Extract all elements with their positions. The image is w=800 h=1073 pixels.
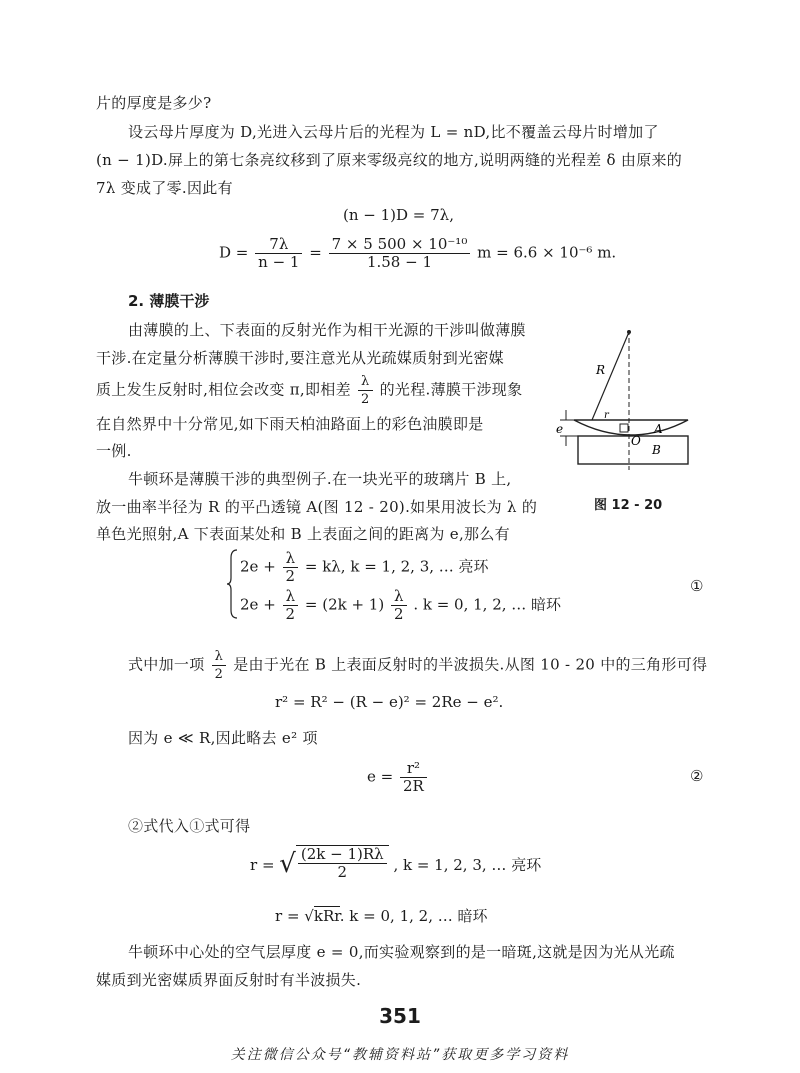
fraction-den: 2: [337, 863, 348, 881]
label-B: B: [652, 443, 661, 457]
fraction: [283, 588, 299, 623]
brace: [227, 548, 239, 620]
figure-caption: 图 12 - 20: [594, 498, 663, 513]
equation-r-bright: [250, 845, 542, 884]
eq-segment: 2e +: [240, 595, 276, 614]
fraction-num: 7 × 5 500 × 10⁻¹⁰: [329, 236, 471, 254]
right-angle-mark: [620, 424, 628, 432]
fraction-num: 7λ: [255, 236, 302, 254]
text-line: 7λ 变成了零.因此有: [96, 179, 233, 197]
text-line-with-fraction: [96, 373, 522, 408]
fraction: [329, 236, 471, 271]
fraction-num: λ: [283, 588, 299, 606]
equation-eq-sign: =: [309, 243, 322, 262]
fraction: [298, 846, 387, 881]
fraction-den: 2: [393, 605, 404, 623]
equation-result: m = 6.6 × 10⁻⁶ m.: [477, 243, 617, 262]
text-line: 放一曲率半径为 R 的平凸透镜 A(图 12 - 20).如果用波长为 λ 的: [96, 498, 538, 516]
text-line: 因为 e ≪ R,因此略去 e² 项: [128, 729, 318, 747]
text-line: 一例.: [96, 442, 132, 460]
eq-segment: r =: [275, 907, 300, 925]
label-R: R: [596, 363, 606, 377]
footer-watermark: 关注微信公众号“教辅资料站”获取更多学习资料: [230, 1047, 570, 1063]
equation-dark-ring: [240, 588, 561, 623]
fraction-den: n − 1: [258, 253, 300, 271]
fraction-den: 2: [285, 605, 296, 623]
text-line: 干涉.在定量分析薄膜干涉时,要注意光从光疏媒质射到光密媒: [96, 349, 504, 367]
text-line: 媒质到光密媒质界面反射时有半波损失.: [96, 971, 362, 989]
label-O: O: [631, 434, 641, 448]
fraction: [212, 648, 227, 683]
fraction: [283, 550, 299, 585]
eq-segment: = kλ, k = 1, 2, 3, … 亮环: [304, 557, 489, 576]
text-segment: 质上发生反射时,相位会改变 π,即相差: [96, 380, 351, 399]
fraction: [391, 588, 407, 623]
fraction-num: (2k − 1)Rλ: [298, 846, 387, 864]
eq-segment: 2e +: [240, 557, 276, 576]
fraction-num: λ: [283, 550, 299, 568]
lens-a: [574, 420, 688, 435]
fraction-num: λ: [212, 648, 227, 666]
text-line: 设云母片厚度为 D,光进入云母片后的光程为 L = nD,比不覆盖云母片时增加了: [128, 123, 659, 141]
equation-number-1: ①: [690, 577, 704, 595]
fraction-den: 2: [360, 392, 370, 407]
equation-lhs: D =: [219, 243, 249, 262]
fraction-den: 2: [214, 667, 224, 682]
fraction-den: 2: [285, 567, 296, 585]
text-line: 单色光照射,A 下表面某处和 B 上表面之间的距离为 e,那么有: [96, 525, 510, 543]
text-line: 片的厚度是多少?: [96, 94, 212, 112]
sqrt-body: kRr: [313, 907, 340, 925]
eq-segment: = (2k + 1): [304, 595, 385, 614]
fraction-den: 2R: [403, 777, 424, 795]
text-line: (n − 1)D.屏上的第七条亮纹移到了原来零级亮纹的地方,说明两缝的光程差 δ 由原来的: [96, 151, 683, 169]
equation-mica-1: (n − 1)D = 7λ,: [343, 206, 454, 224]
text-line: 牛顿环中心处的空气层厚度 e = 0,而实验观察到的是一暗斑,这就是因为光从光疏: [128, 943, 675, 961]
fraction: [255, 236, 302, 271]
equation-mica-2: [219, 236, 616, 271]
text-line: ②式代入①式可得: [128, 817, 251, 835]
label-r: r: [604, 410, 609, 421]
text-line: 牛顿环是薄膜干涉的典型例子.在一块光平的玻璃片 B 上,: [128, 470, 512, 488]
fraction: [358, 373, 373, 408]
sqrt-body: [296, 845, 389, 881]
fraction-num: r²: [400, 760, 427, 778]
section-title: 2. 薄膜干涉: [128, 292, 210, 310]
text-line: 在自然界中十分常见,如下雨天柏油路面上的彩色油膜即是: [96, 415, 484, 433]
eq-segment: , k = 1, 2, 3, … 亮环: [393, 856, 542, 874]
equation-number-2: ②: [690, 767, 704, 785]
eq-segment: . k = 0, 1, 2, … 暗环: [413, 595, 562, 614]
text-line-with-fraction: [128, 648, 707, 683]
eq-segment: . k = 0, 1, 2, … 暗环: [339, 907, 488, 925]
equation-e: [367, 760, 429, 795]
text-segment: 的光程.薄膜干涉现象: [379, 380, 523, 399]
text-segment: 是由于光在 B 上表面反射时的半波损失.从图 10 - 20 中的三角形可得: [233, 655, 708, 674]
fraction-num: λ: [358, 373, 373, 391]
sqrt-sign: √: [304, 907, 314, 925]
newton-ring-figure: [552, 320, 702, 470]
eq-segment: r =: [250, 856, 275, 874]
label-A: A: [654, 422, 663, 436]
fraction-num: λ: [391, 588, 407, 606]
text-line: 由薄膜的上、下表面的反射光作为相干光源的干涉叫做薄膜: [128, 321, 526, 339]
page-number: 351: [379, 1004, 421, 1028]
equation-r-squared: r² = R² − (R − e)² = 2Re − e².: [275, 693, 504, 711]
label-e: e: [556, 422, 564, 436]
eq-segment: e =: [367, 767, 394, 786]
equation-bright-ring: [240, 550, 489, 585]
fraction: [400, 760, 427, 795]
text-segment: 式中加一项: [128, 655, 205, 674]
equation-r-dark: [275, 905, 488, 926]
sqrt-sign: √: [279, 849, 296, 879]
fraction-den: 1.58 − 1: [366, 253, 432, 271]
